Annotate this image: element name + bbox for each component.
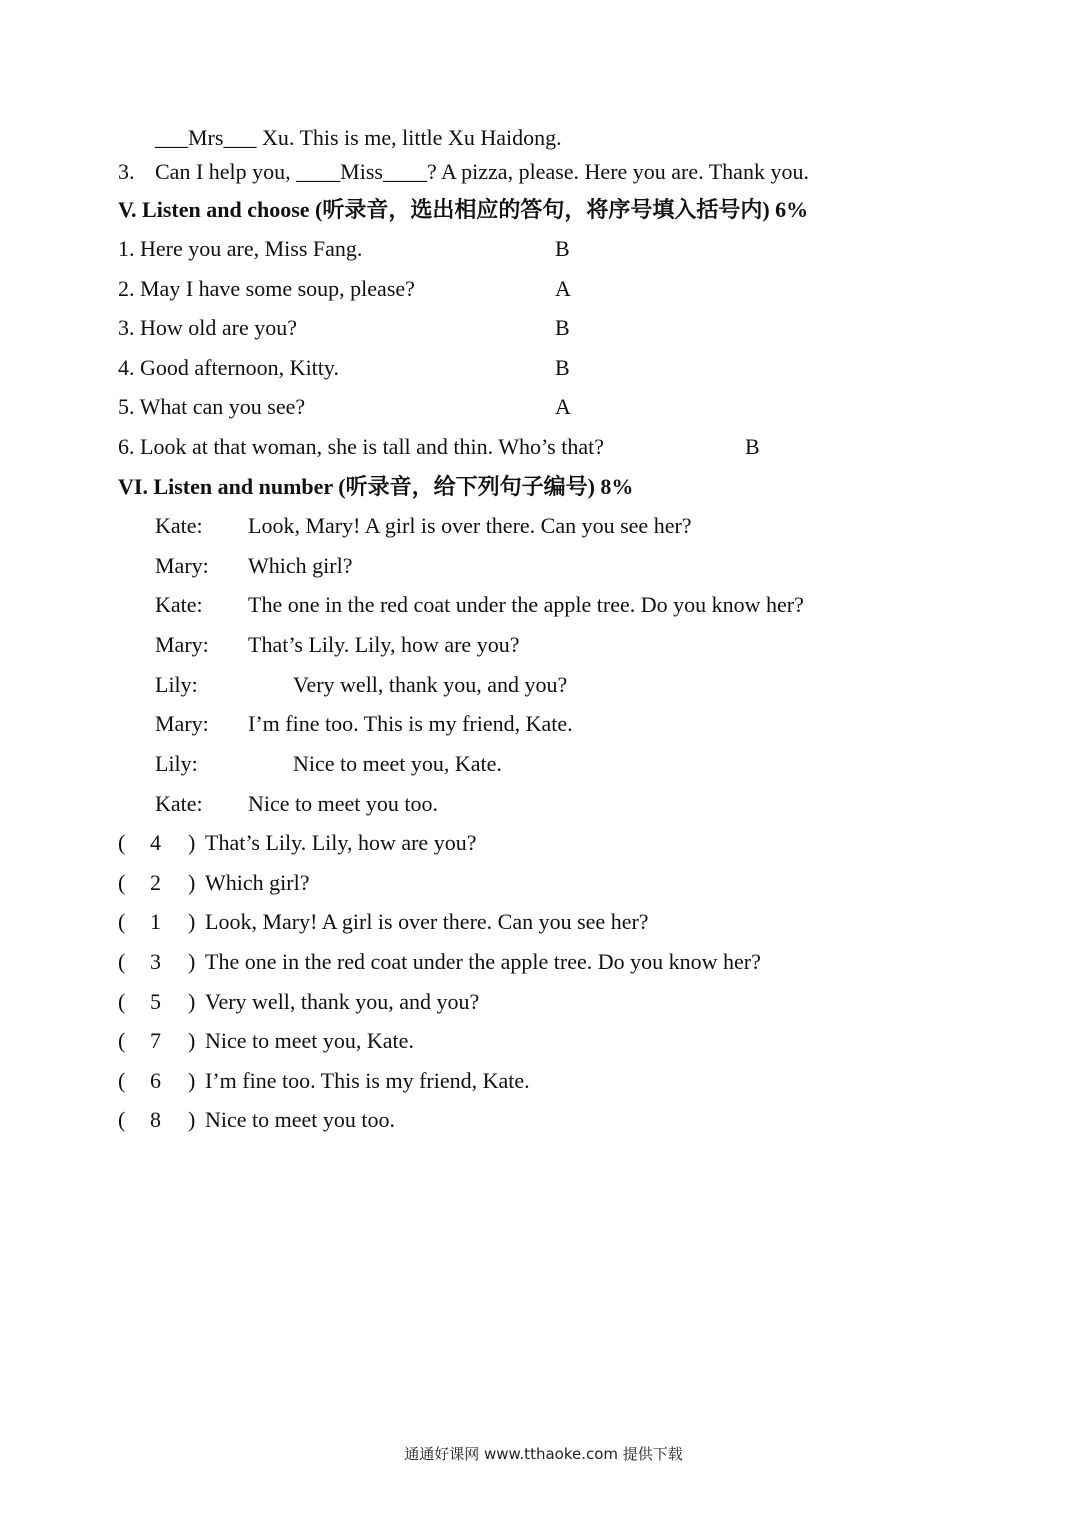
dialogue-speaker: Lily: <box>155 751 198 776</box>
answer-number: 5 <box>150 989 161 1014</box>
fill-blank-item-3-text: Can I help you, ____Miss____? A pizza, please. Here you are. Thank you. <box>155 159 809 184</box>
close-paren: ) <box>188 1107 196 1132</box>
page-footer: 通通好课网 www.tthaoke.com 提供下载 <box>404 1445 683 1463</box>
section-v-item: 4. Good afternoon, Kitty. <box>118 355 339 380</box>
section-v-answer: B <box>745 434 760 459</box>
close-paren: ) <box>188 989 196 1014</box>
answer-number: 3 <box>150 949 161 974</box>
section-v-answer: A <box>555 394 571 419</box>
fill-blank-item-3-number: 3. <box>118 159 135 184</box>
numbered-sentence: Which girl? <box>205 870 310 895</box>
answer-number: 7 <box>150 1028 161 1053</box>
close-paren: ) <box>188 870 196 895</box>
answer-number: 4 <box>150 830 161 855</box>
dialogue-line: Nice to meet you, Kate. <box>293 751 502 776</box>
numbered-sentence: That’s Lily. Lily, how are you? <box>205 830 477 855</box>
section-v-item: 3. How old are you? <box>118 315 298 340</box>
fill-blank-line-2: ___Mrs___ Xu. This is me, little Xu Haidong. <box>155 125 562 150</box>
open-paren: ( <box>118 909 126 934</box>
close-paren: ) <box>188 1068 196 1093</box>
section-v-item: 6. Look at that woman, she is tall and thin. Who’s that? <box>118 434 604 459</box>
section-v-answer: B <box>555 315 570 340</box>
dialogue-line: I’m fine too. This is my friend, Kate. <box>248 711 573 736</box>
open-paren: ( <box>118 870 126 895</box>
answer-number: 6 <box>150 1068 161 1093</box>
section-v-item: 5. What can you see? <box>118 394 306 419</box>
numbered-sentence: I’m fine too. This is my friend, Kate. <box>205 1068 530 1093</box>
open-paren: ( <box>118 830 126 855</box>
open-paren: ( <box>118 1068 126 1093</box>
close-paren: ) <box>188 909 196 934</box>
section-v-answer: B <box>555 355 570 380</box>
open-paren: ( <box>118 1028 126 1053</box>
dialogue-line: Look, Mary! A girl is over there. Can you see her? <box>248 513 692 538</box>
answer-number: 1 <box>150 909 161 934</box>
answer-number: 2 <box>150 870 161 895</box>
dialogue-speaker: Kate: <box>155 513 203 538</box>
close-paren: ) <box>188 1028 196 1053</box>
close-paren: ) <box>188 830 196 855</box>
dialogue-speaker: Kate: <box>155 592 203 617</box>
dialogue-line: Nice to meet you too. <box>248 791 439 816</box>
section-v-answer: B <box>555 236 570 261</box>
numbered-sentence: Look, Mary! A girl is over there. Can you see her? <box>205 909 649 934</box>
dialogue-speaker: Mary: <box>155 632 209 657</box>
dialogue-speaker: Mary: <box>155 553 209 578</box>
section-v-answer: A <box>555 276 571 301</box>
dialogue-speaker: Mary: <box>155 711 209 736</box>
dialogue-line: Which girl? <box>248 553 353 578</box>
section-v-item: 1. Here you are, Miss Fang. <box>118 236 363 261</box>
dialogue-line: That’s Lily. Lily, how are you? <box>248 632 520 657</box>
dialogue-line: Very well, thank you, and you? <box>293 672 568 697</box>
close-paren: ) <box>188 949 196 974</box>
numbered-sentence: Nice to meet you too. <box>205 1107 396 1132</box>
open-paren: ( <box>118 989 126 1014</box>
section-vi-heading: VI. Listen and number (听录音，给下列句子编号) 8% <box>118 474 634 499</box>
dialogue-line: The one in the red coat under the apple tree. Do you know her? <box>248 592 804 617</box>
section-v-heading: V. Listen and choose (听录音，选出相应的答句，将序号填入括号内) 6% <box>118 197 809 222</box>
dialogue-speaker: Kate: <box>155 791 203 816</box>
open-paren: ( <box>118 949 126 974</box>
dialogue-speaker: Lily: <box>155 672 198 697</box>
open-paren: ( <box>118 1107 126 1132</box>
section-v-item: 2. May I have some soup, please? <box>118 276 415 301</box>
answer-number: 8 <box>150 1107 161 1132</box>
numbered-sentence: Nice to meet you, Kate. <box>205 1028 414 1053</box>
numbered-sentence: The one in the red coat under the apple tree. Do you know her? <box>205 949 761 974</box>
numbered-sentence: Very well, thank you, and you? <box>205 989 480 1014</box>
